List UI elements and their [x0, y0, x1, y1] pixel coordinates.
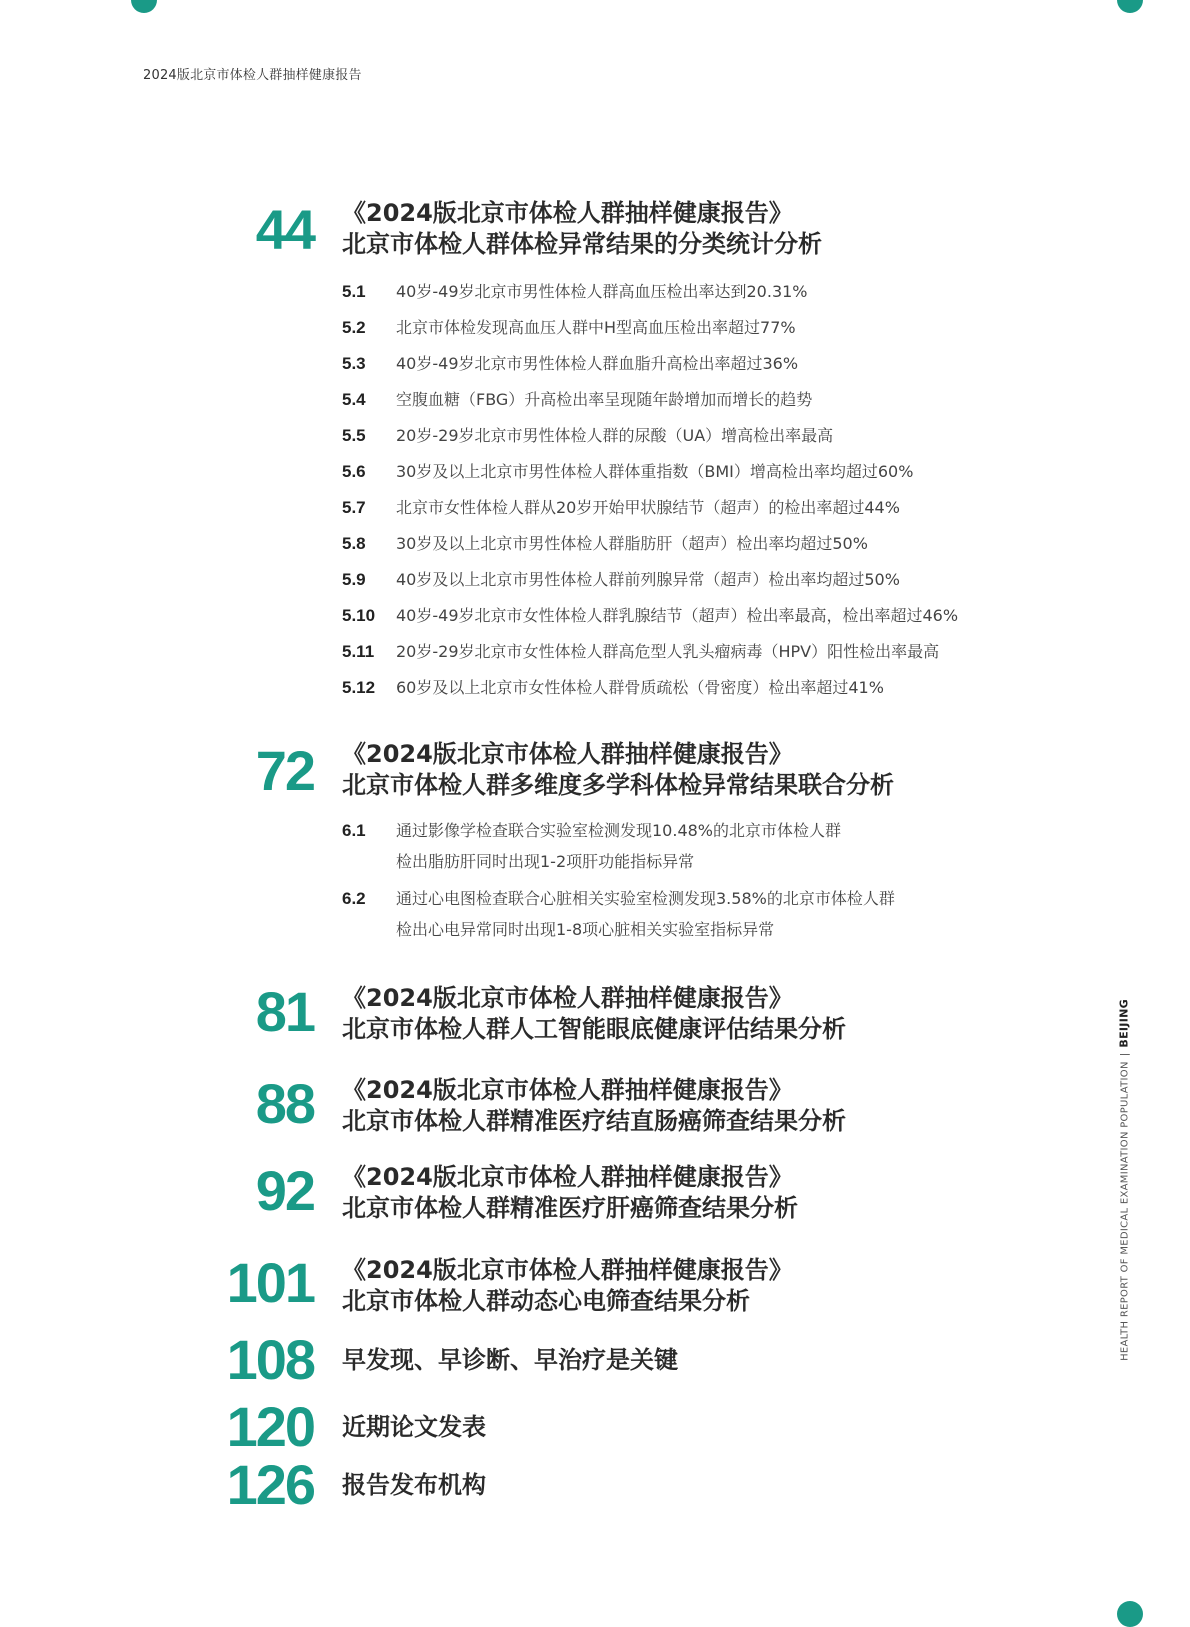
toc-section-title[interactable]	[342, 1255, 793, 1317]
toc-subitem-text: 30岁及以上北京市男性体检人群脂肪肝（超声）检出率均超过50%	[396, 534, 868, 553]
toc-subitem-text: 40岁-49岁北京市女性体检人群乳腺结节（超声）检出率最高，检出率超过46%	[396, 606, 959, 625]
toc-title-line1: 《2024版北京市体检人群抽样健康报告》	[342, 199, 793, 227]
decorative-dot-top-right	[1117, 0, 1143, 13]
toc-section-title[interactable]	[342, 1075, 846, 1137]
toc-subitem[interactable]	[342, 317, 796, 339]
decorative-dot-top-left	[131, 0, 157, 13]
toc-page-number: 126	[226, 1453, 314, 1516]
toc-page-number: 92	[255, 1159, 314, 1222]
toc-title-line1: 《2024版北京市体检人群抽样健康报告》	[342, 740, 793, 768]
toc-subitem-number: 5.6	[342, 462, 366, 481]
toc-section-title[interactable]: 报告发布机构	[342, 1471, 486, 1499]
toc-section-title[interactable]: 近期论文发表	[342, 1413, 486, 1441]
toc-subitem-text: 通过心电图检查联合心脏相关实验室检测发现3.58%的北京市体检人群	[396, 889, 895, 908]
toc-subitem-text: 40岁-49岁北京市男性体检人群高血压检出率达到20.31%	[396, 282, 808, 301]
side-banner-city: BEIJING	[1117, 999, 1131, 1048]
toc-subitem-text: 60岁及以上北京市女性体检人群骨质疏松（骨密度）检出率超过41%	[396, 678, 884, 697]
toc-subitem-text: 检出心电异常同时出现1-8项心脏相关实验室指标异常	[396, 920, 775, 939]
toc-subitem[interactable]	[342, 815, 841, 877]
decorative-dot-bottom-right	[1117, 1601, 1143, 1627]
toc-subitem-number: 5.11	[342, 642, 375, 661]
toc-page-number: 44	[255, 198, 314, 261]
toc-subitem[interactable]	[342, 425, 833, 447]
toc-subitem-number: 6.1	[342, 821, 366, 840]
toc-subitem-number: 5.1	[342, 282, 366, 301]
toc-subitem[interactable]	[342, 605, 958, 627]
toc-subitem-number: 5.7	[342, 498, 366, 517]
toc-subitem-text: 20岁-29岁北京市女性体检人群高危型人乳头瘤病毒（HPV）阳性检出率最高	[396, 642, 940, 661]
toc-title-line1: 《2024版北京市体检人群抽样健康报告》	[342, 1256, 793, 1284]
toc-subitem-text: 检出脂肪肝同时出现1-2项肝功能指标异常	[396, 852, 695, 871]
toc-subitem-text: 北京市女性体检人群从20岁开始甲状腺结节（超声）的检出率超过44%	[396, 498, 900, 517]
side-banner	[1118, 999, 1131, 1361]
toc-title-line1: 《2024版北京市体检人群抽样健康报告》	[342, 1163, 793, 1191]
toc-subitem-text: 30岁及以上北京市男性体检人群体重指数（BMI）增高检出率均超过60%	[396, 462, 914, 481]
toc-page-number: 88	[255, 1072, 314, 1135]
side-banner-separator: |	[1119, 1052, 1131, 1057]
toc-title-line2: 北京市体检人群精准医疗肝癌筛查结果分析	[342, 1194, 798, 1222]
toc-title-line2: 北京市体检人群体检异常结果的分类统计分析	[342, 230, 822, 258]
toc-subitem[interactable]	[342, 389, 812, 411]
toc-page-number: 120	[226, 1395, 314, 1458]
running-header: 2024版北京市体检人群抽样健康报告	[143, 68, 362, 83]
toc-section-title[interactable]	[342, 1162, 798, 1224]
toc-subitem[interactable]	[342, 569, 900, 591]
toc-title-line1: 《2024版北京市体检人群抽样健康报告》	[342, 984, 793, 1012]
toc-section-title[interactable]	[342, 983, 846, 1045]
toc-page-number: 101	[226, 1251, 314, 1314]
toc-subitem[interactable]	[342, 883, 895, 945]
toc-subitem-text: 北京市体检发现高血压人群中H型高血压检出率超过77%	[396, 318, 796, 337]
toc-subitem[interactable]	[342, 497, 900, 519]
toc-subitem-text: 40岁及以上北京市男性体检人群前列腺异常（超声）检出率均超过50%	[396, 570, 900, 589]
toc-title-line1: 《2024版北京市体检人群抽样健康报告》	[342, 1076, 793, 1104]
toc-title-line2: 北京市体检人群动态心电筛查结果分析	[342, 1287, 750, 1315]
side-banner-text: HEALTH REPORT OF MEDICAL EXAMINATION POPULATION	[1119, 1061, 1131, 1361]
toc-subitem[interactable]	[342, 641, 939, 663]
toc-subitem[interactable]	[342, 533, 868, 555]
toc-subitem[interactable]	[342, 461, 913, 483]
toc-title-line2: 北京市体检人群精准医疗结直肠癌筛查结果分析	[342, 1107, 846, 1135]
toc-page-number: 81	[255, 980, 314, 1043]
toc-subitem-number: 5.9	[342, 570, 366, 589]
toc-subitem-number: 5.10	[342, 606, 376, 625]
toc-section-title[interactable]	[342, 198, 822, 260]
toc-subitem-number: 5.2	[342, 318, 366, 337]
toc-subitem-text: 40岁-49岁北京市男性体检人群血脂升高检出率超过36%	[396, 354, 799, 373]
toc-subitem-number: 5.8	[342, 534, 366, 553]
toc-title-line2: 北京市体检人群人工智能眼底健康评估结果分析	[342, 1015, 846, 1043]
toc-subitem-number: 5.5	[342, 426, 366, 445]
toc-subitem-number: 5.3	[342, 354, 366, 373]
toc-subitem-number: 5.4	[342, 390, 366, 409]
toc-subitem[interactable]	[342, 281, 808, 303]
toc-subitem-text: 20岁-29岁北京市男性体检人群的尿酸（UA）增高检出率最高	[396, 426, 834, 445]
toc-subitem-text: 空腹血糖（FBG）升高检出率呈现随年龄增加而增长的趋势	[396, 390, 813, 409]
toc-title-line2: 北京市体检人群多维度多学科体检异常结果联合分析	[342, 771, 894, 799]
toc-subitem[interactable]	[342, 353, 798, 375]
toc-page-number: 72	[255, 739, 314, 802]
toc-subitem-text: 通过影像学检查联合实验室检测发现10.48%的北京市体检人群	[396, 821, 842, 840]
toc-subitem-number: 6.2	[342, 889, 366, 908]
toc-subitem-number: 5.12	[342, 678, 376, 697]
toc-subitem[interactable]	[342, 677, 884, 699]
toc-page-number: 108	[226, 1328, 314, 1391]
toc-section-title[interactable]: 早发现、早诊断、早治疗是关键	[342, 1346, 678, 1374]
toc-section-title[interactable]	[342, 739, 894, 801]
